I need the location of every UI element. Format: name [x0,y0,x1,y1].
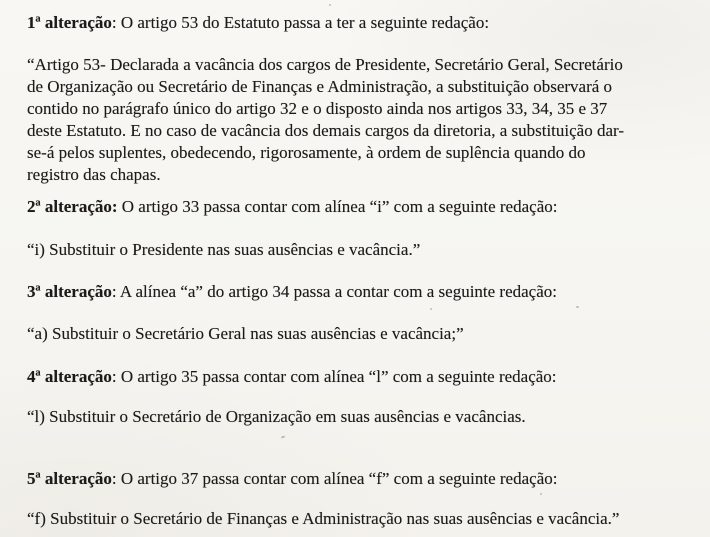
section-3-quote-line: “a) Substituir o Secretário Geral nas suas ausências e vacância;” [27,324,464,343]
section-2-heading [27,196,692,218]
scan-speck [540,493,542,495]
section-5-heading-number: 5ª alteração [27,469,112,488]
text-line: contido no parágrafo único do artigo 32 e o disposto ainda nos artigos 33, 34, 35 e 37 [27,99,608,118]
text-line: “Artigo 53- Declarada a vacância dos cargos de Presidente, Secretário Geral, Secretário [27,55,623,74]
text-line: registro das chapas. [27,165,161,184]
text-line: deste Estatuto. E no caso de vacância dos demais cargos da diretoria, a substituição dar- [27,121,624,140]
section-1-heading-number: 1ª alteração [27,13,112,32]
section-4-heading-text: : O artigo 35 passa contar com alínea “l” com a seguinte redação: [111,367,557,386]
text-line: se-á pelos suplentes, obedecendo, rigorosamente, à ordem de suplência quando do [27,143,586,162]
section-2-heading-number: 2ª alteração: [27,197,118,216]
scan-speck [430,308,432,310]
section-1-heading-text: : O artigo 53 do Estatuto passa a ter a seguinte redação: [111,13,490,32]
section-3-heading-number: 3ª alteração [27,282,112,301]
text-line: de Organização ou Secretário de Finanças e Administração, a substituição observará o [27,77,613,96]
section-5-quote-line: “f) Substituir o Secretário de Finanças e Administração nas suas ausências e vacância.” [27,509,620,528]
section-1-body-paragraph [27,54,692,186]
scan-speck [329,4,331,6]
section-2-quote-line: “i) Substituir o Presidente nas suas ausências e vacância.” [27,240,421,259]
section-1-heading [27,12,692,34]
section-5-heading [27,468,692,490]
section-4-heading [27,366,692,388]
scan-speck [281,435,285,438]
section-3-heading-text: : A alínea “a” do artigo 34 passa a contar com a seguinte redação: [111,282,557,301]
section-5-heading-text: : O artigo 37 passa contar com alínea “f” com a seguinte redação: [111,469,558,488]
section-4-quote-line: “l) Substituir o Secretário de Organização em suas ausências e vacâncias. [27,407,526,426]
section-2-heading-text: O artigo 33 passa contar com alínea “i” com a seguinte redação: [117,197,558,216]
scan-speck [576,306,579,308]
section-4-heading-number: 4ª alteração [27,367,112,386]
section-3-heading [27,281,692,303]
